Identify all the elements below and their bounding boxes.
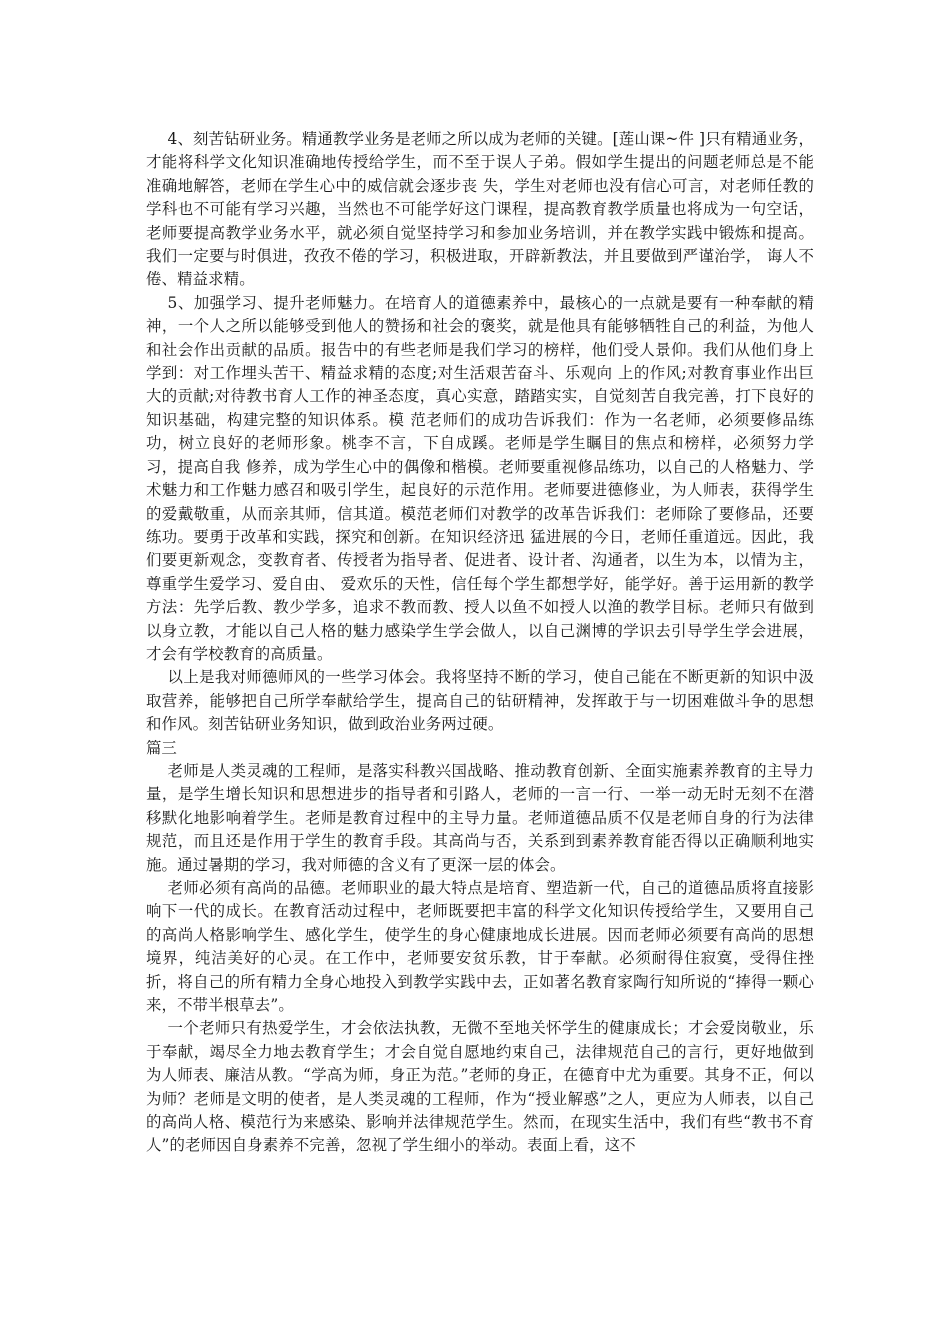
paragraph-noble-character: 老师必须有高尚的品德。老师职业的最大特点是培育、塑造新一代，自己的道德品质将直接影响下一代的成长。在教育活动过程中，老师既要把丰富的科学文化知识传授给学生，又要用自己的高尚人格影响学生、感化学生，使学生的身心健康地成长进展。因而老师必须要有高尚的思想境界，纯洁美好的心灵。在工作中，老师要安贫乐教，甘于奉献。必须耐得住寂寞，受得住挫折，将自己的所有精力全身心地投入到教学实践中去，正如著名教育家陶行知所说的“捧得一颗心来，不带半根草去”。 — [146, 879, 814, 1015]
paragraph-love-students: 一个老师只有热爱学生，才会依法执教，无微不至地关怀学生的健康成长；才会爱岗敬业，乐于奉献，竭尽全力地去教育学生；才会自觉自愿地约束自己，法律规范自己的言行，更好地做到为人师表、廉洁从教。“学高为师，身正为范。”老师的身正，在德育中尤为重要。其身不正，何以为师？老师是文明的使者，是人类灵魂的工程师，作为“授业解惑”之人，更应为人师表，以自己的高尚人格、模范行为来感染、影响并法律规范学生。然而，在现实生活中，我们有些“教书不育人”的老师因自身素养不完善，忽视了学生细小的举动。表面上看，这不 — [146, 1019, 814, 1155]
paragraph-study-business: 4、刻苦钻研业务。精通教学业务是老师之所以成为老师的关键。[莲山课~件 ]只有精通业务，才能将科学文化知识准确地传授给学生，而不至于误人子弟。假如学生提出的问题老师总是不能准确地解答，老师在学生心中的威信就会逐步丧 失，学生对老师也没有信心可言，对老师任教的学科也不可能有学习兴趣，当然也不可能学好这门课程，提高教育教学质量也将成为一句空话，老师要提高教学业务水平，就必须自觉坚持学习和参加业务培训，并在教学实践中锻炼和提高。我们一定要与时俱进，孜孜不倦的学习，积极进取，开辟新教法，并且要做到严谨治学， 诲人不倦、精益求精。 — [146, 130, 814, 289]
section-heading: 篇三 — [146, 738, 177, 757]
paragraph-teacher-charm: 5、加强学习、提升老师魅力。在培育人的道德素养中，最核心的一点就是要有一种奉献的精神，一个人之所以能够受到他人的赞扬和社会的褒奖，就是他具有能够牺牲自己的利益，为他人 和社会作出贡献的品质。报告中的有些老师是我们学习的榜样，他们受人景仰。我们从他们身上学到：对工作埋头苦干、精益求精的态度;对生活艰苦奋斗、乐观向 上的作风;对教育事业作出巨大的贡献;对待教书育人工作的神圣态度，真心实意，踏踏实实，自觉刻苦自我完善，打下良好的知识基础，构建完整的知识体系。模 范老师们的成功告诉我们：作为一名老师，必须要修品练功，树立良好的老师形象。桃李不言，下自成蹊。老师是学生瞩目的焦点和榜样，必须努力学习，提高自我 修养，成为学生心中的偶像和楷模。老师要重视修品练功，以自己的人格魅力、学术魅力和工作魅力感召和吸引学生，起良好的示范作用。老师要进德修业，为人师表，获得学生的爱戴敬重，从而亲其师，信其道。模范老师们对教学的改革告诉我们：老师除了要修品，还要练功。要勇于改革和实践，探究和创新。在知识经济迅 猛进展的今日，老师任重道远。因此，我们要更新观念，变教育者、传授者为指导者、促进者、设计者、沟通者，以生为本，以情为主，尊重学生爱学习、爱自由、 爱欢乐的天性，信任每个学生都想学好，能学好。善于运用新的教学方法：先学后教、教少学多，追求不教而教、授人以鱼不如授人以渔的教学目标。老师只有做到 以身立教，才能以自己人格的魅力感染学生学会做人，以自己渊博的学识去引导学生学会进展，才会有学校教育的高质量。 — [146, 293, 814, 663]
document-page — [146, 128, 814, 1158]
paragraph-summary: 以上是我对师德师风的一些学习体会。我将坚持不断的学习，使自己能在不断更新的知识中汲取营养，能够把自己所学奉献给学生，提高自己的钻研精神，发挥敢于与一切困难做斗争的思想和作风。刻苦钻研业务知识，做到政治业务两过硬。 — [146, 668, 814, 734]
paragraph-teacher-engineer: 老师是人类灵魂的工程师，是落实科教兴国战略、推动教育创新、全面实施素养教育的主导力量，是学生增长知识和思想进步的指导者和引路人，老师的一言一行、一举一动无时无刻不在潜移默化地影响着学生。老师是教育过程中的主导力量。老师道德品质不仅是老师自身的行为法律规范，而且还是作用于学生的教育手段。其高尚与否，关系到到素养教育能否得以正确顺利地实施。通过暑期的学习，我对师德的含义有了更深一层的体会。 — [146, 761, 814, 874]
